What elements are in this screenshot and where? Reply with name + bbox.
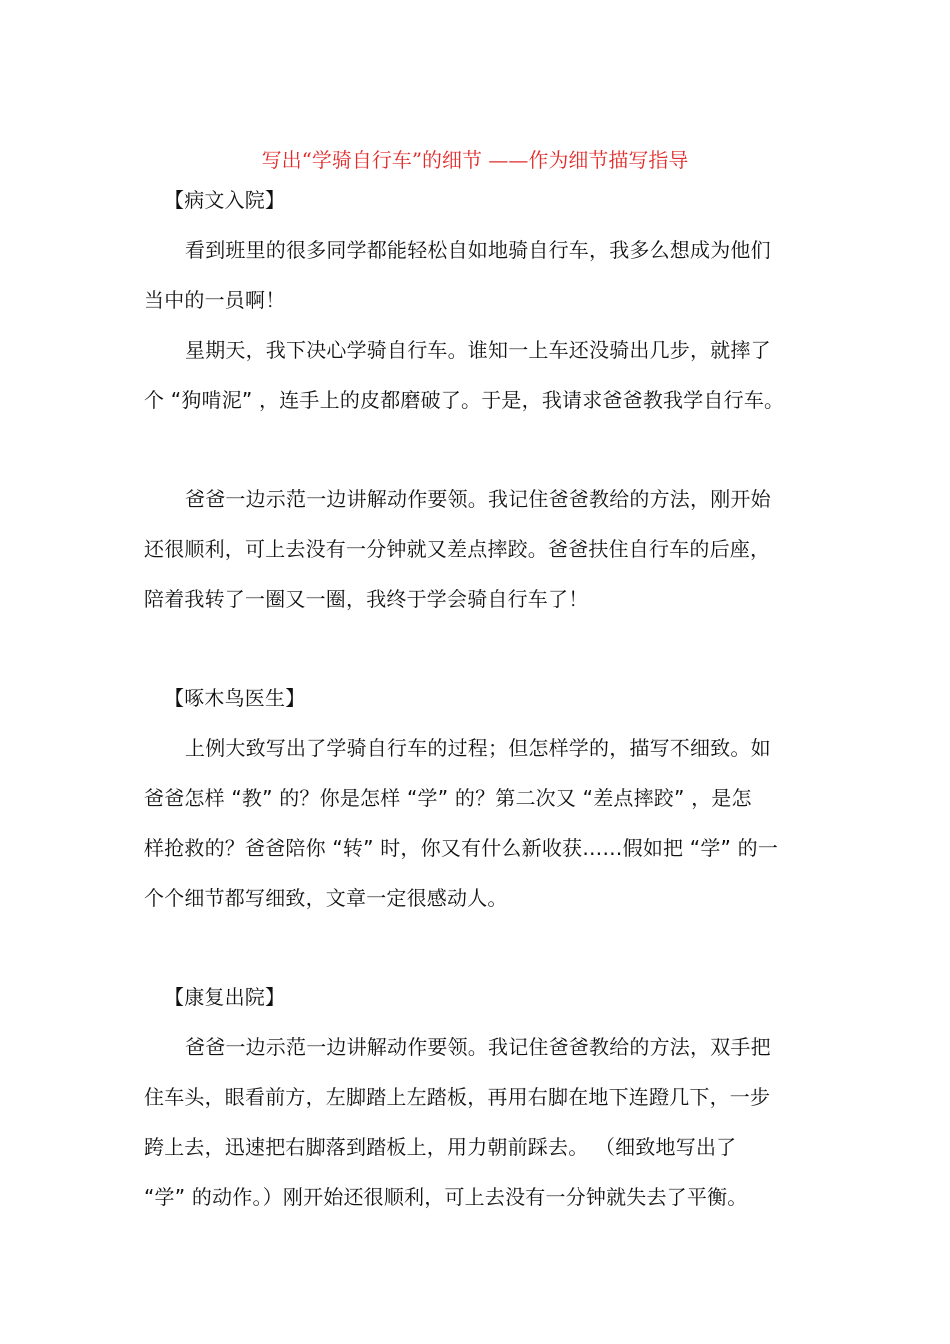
document-title: 写出“学骑自行车”的细节 ——作为细节描写指导 bbox=[261, 148, 689, 172]
section-heading-case: 【病文入院】 bbox=[164, 188, 286, 212]
paragraph-line: 看到班里的很多同学都能轻松自如地骑自行车，我多么想成为他们 bbox=[185, 238, 771, 262]
paragraph-line: 跨上去，迅速把右脚落到踏板上，用力朝前踩去。 （细致地写出了 bbox=[144, 1135, 737, 1159]
paragraph-line: 样抢救的？爸爸陪你 “转” 时，你又有什么新收获……假如把 “学” 的一 bbox=[144, 836, 779, 860]
paragraph-line: 个 “狗啃泥” ，连手上的皮都磨破了。于是，我请求爸爸教我学自行车。 bbox=[144, 388, 785, 412]
paragraph-line: 爸爸怎样 “教” 的？你是怎样 “学” 的？第二次又 “差点摔跤” ，是怎 bbox=[144, 786, 752, 810]
paragraph-line: 星期天，我下决心学骑自行车。谁知一上车还没骑出几步，就摔了 bbox=[185, 338, 771, 362]
paragraph-line: 陪着我转了一圈又一圈，我终于学会骑自行车了！ bbox=[144, 587, 589, 611]
paragraph-line: 住车头，眼看前方，左脚踏上左踏板，再用右脚在地下连蹬几下，一步 bbox=[144, 1085, 771, 1109]
paragraph-line: 个个细节都写细致，文章一定很感动人。 bbox=[144, 886, 508, 910]
section-heading-recovery: 【康复出院】 bbox=[164, 985, 286, 1009]
paragraph-line: 上例大致写出了学骑自行车的过程；但怎样学的，描写不细致。如 bbox=[185, 736, 771, 760]
paragraph-line: 当中的一员啊！ bbox=[144, 288, 286, 312]
paragraph-line: 爸爸一边示范一边讲解动作要领。我记住爸爸教给的方法，双手把 bbox=[185, 1035, 771, 1059]
paragraph-line: “学” 的动作。）刚开始还很顺利，可上去没有一分钟就失去了平衡。 bbox=[144, 1185, 748, 1209]
paragraph-line: 爸爸一边示范一边讲解动作要领。我记住爸爸教给的方法，刚开始 bbox=[185, 487, 771, 511]
section-heading-doctor: 【啄木鸟医生】 bbox=[164, 686, 306, 710]
paragraph-line: 还很顺利，可上去没有一分钟就又差点摔跤。爸爸扶住自行车的后座， bbox=[144, 537, 771, 561]
